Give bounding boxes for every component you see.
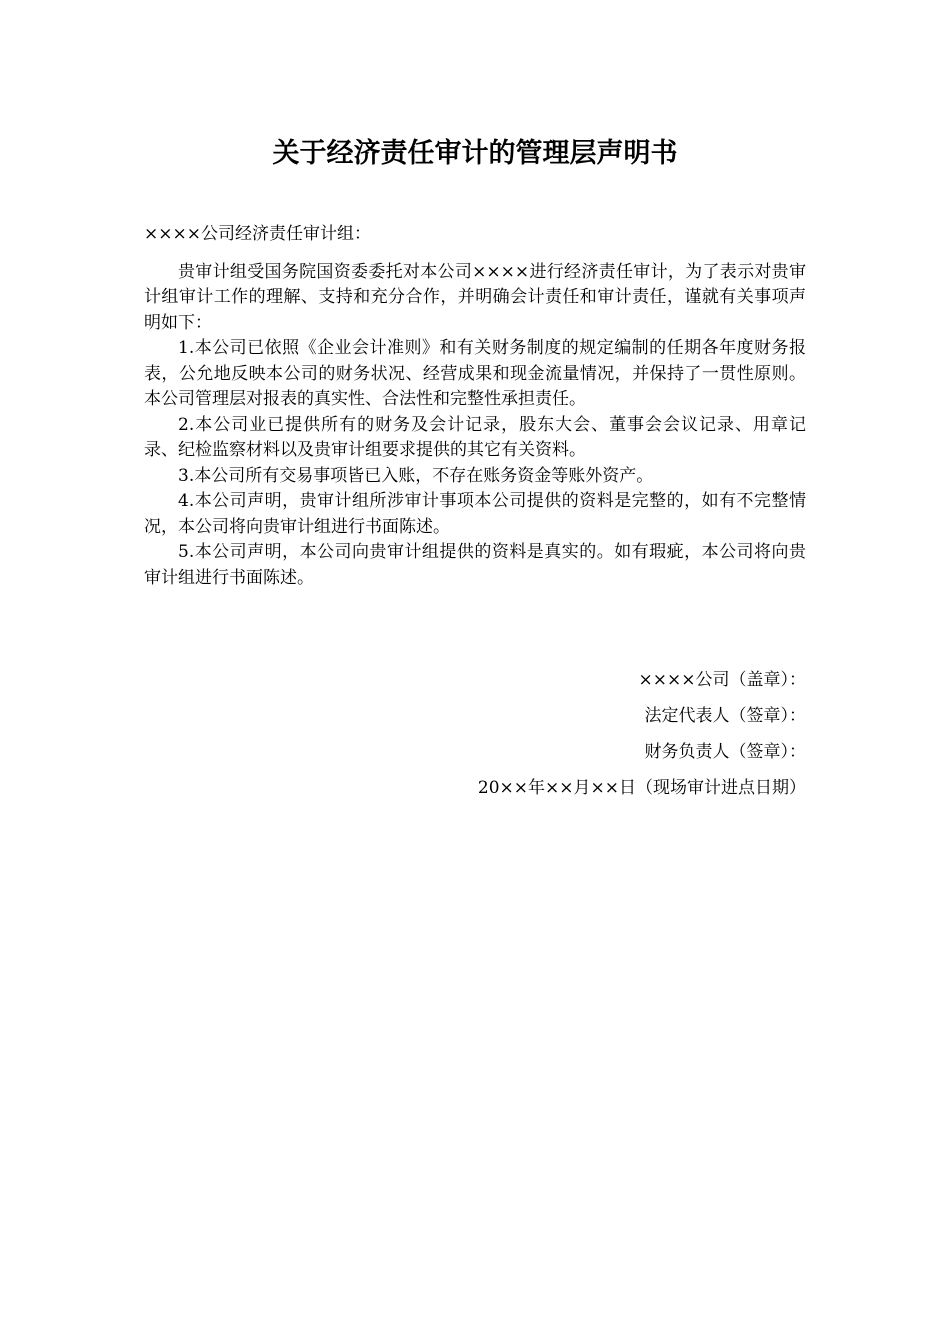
legal-representative-line: 法定代表人（签章）： — [644, 706, 806, 726]
statement-item-4: 4.本公司声明，贵审计组所涉审计事项本公司提供的资料是完整的，如有不完整情况，本公司将向贵审计组进行书面陈述。 — [144, 491, 806, 537]
intro-paragraph: 贵审计组受国务院国资委委托对本公司××××进行经济责任审计，为了表示对贵审计组审计工作的理解、支持和充分合作，并明确会计责任和审计责任，谨就有关事项声明如下： — [144, 261, 806, 333]
document-body — [144, 222, 806, 591]
document-title: 关于经济责任审计的管理层声明书 — [272, 138, 678, 169]
date-line: 20××年××月××日（现场审计进点日期） — [477, 778, 806, 798]
statement-item-5: 5.本公司声明，本公司向贵审计组提供的资料是真实的。如有瑕疵，本公司将向贵审计组进行书面陈述。 — [144, 542, 806, 588]
salutation: ××××公司经济责任审计组： — [144, 224, 371, 244]
signature-block — [306, 668, 806, 812]
finance-head-line: 财务负责人（签章）： — [644, 742, 806, 762]
statement-item-3: 3.本公司所有交易事项皆已入账，不存在账务资金等账外资产。 — [178, 465, 654, 486]
statement-item-1: 1.本公司已依照《企业会计准则》和有关财务制度的规定编制的任期各年度财务报表，公允地反映本公司的财务状况、经营成果和现金流量情况，并保持了一贯性原则。本公司管理层对报表的真实性、合法性和完整性承担责任。 — [144, 338, 806, 409]
statement-item-2: 2.本公司业已提供所有的财务及会计记录，股东大会、董事会会议记录、用章记录、纪检监察材料以及贵审计组要求提供的其它有关资料。 — [144, 414, 806, 460]
company-seal-line: ××××公司（盖章）： — [638, 670, 806, 690]
